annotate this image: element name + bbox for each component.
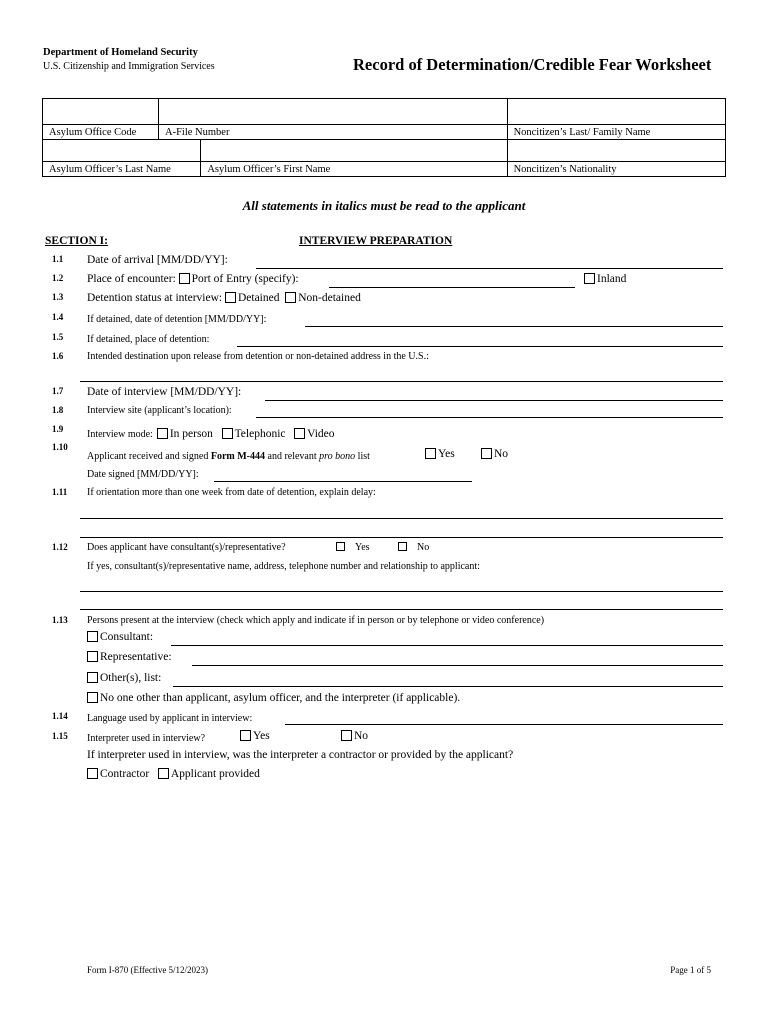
item-number: 1.3 bbox=[52, 292, 64, 302]
telephonic-label: Telephonic bbox=[234, 428, 286, 440]
consultant-present-label: Consultant: bbox=[100, 631, 154, 643]
m444-label-b: and relevant bbox=[265, 451, 320, 462]
a-file-number-field[interactable] bbox=[159, 99, 508, 125]
interpreter-question: Interpreter used in interview? bbox=[87, 733, 206, 744]
consultant-row bbox=[87, 542, 286, 553]
representative-present-field[interactable] bbox=[192, 665, 723, 666]
pro-bono-text: pro bono bbox=[319, 451, 356, 462]
m444-yes-label: Yes bbox=[438, 448, 455, 460]
date-of-arrival-label: Date of arrival [MM/DD/YY]: bbox=[87, 254, 228, 266]
interpreter-yes-label: Yes bbox=[253, 730, 270, 742]
consultant-details-label: If yes, consultant(s)/representative name, address, telephone number and relationship to applicant: bbox=[87, 561, 480, 572]
page-number: Page 1 of 5 bbox=[670, 965, 711, 975]
date-signed-field[interactable] bbox=[214, 481, 472, 482]
video-checkbox[interactable] bbox=[294, 428, 305, 439]
item-number: 1.2 bbox=[52, 273, 64, 283]
interview-date-label: Date of interview [MM/DD/YY]: bbox=[87, 386, 242, 398]
interpreter-source-question: If interpreter used in interview, was the interpreter a contractor or provided by the applicant? bbox=[87, 749, 514, 761]
item-number: 1.11 bbox=[52, 487, 68, 497]
form-title: Record of Determination/Credible Fear Worksheet bbox=[353, 55, 712, 74]
a-file-number-label: A-File Number bbox=[159, 125, 508, 140]
m444-row bbox=[87, 451, 370, 462]
item-number: 1.1 bbox=[52, 254, 64, 264]
in-person-checkbox[interactable] bbox=[157, 428, 168, 439]
item-number: 1.12 bbox=[52, 542, 68, 552]
telephonic-checkbox[interactable] bbox=[222, 428, 233, 439]
read-aloud-notice: All statements in italics must be read to the applicant bbox=[242, 198, 526, 213]
detention-date-field[interactable] bbox=[305, 326, 723, 327]
noncitizen-nationality-field[interactable] bbox=[507, 140, 725, 162]
officer-last-name-label: Asylum Officer’s Last Name bbox=[43, 162, 201, 177]
item-number: 1.9 bbox=[52, 424, 64, 434]
noncitizen-nationality-label: Noncitizen’s Nationality bbox=[507, 162, 725, 177]
detention-place-field[interactable] bbox=[237, 346, 723, 347]
m444-yes-option bbox=[425, 448, 455, 460]
detention-status-row bbox=[87, 292, 361, 304]
item-number: 1.4 bbox=[52, 312, 64, 322]
others-present-label: Other(s), list: bbox=[100, 672, 162, 684]
in-person-label: In person bbox=[169, 428, 213, 440]
port-of-entry-label: Port of Entry (specify): bbox=[191, 273, 299, 285]
item-number: 1.13 bbox=[52, 615, 68, 625]
consultant-no-option bbox=[398, 542, 429, 553]
inland-option bbox=[584, 273, 626, 285]
consultant-details-field[interactable] bbox=[80, 591, 723, 592]
detained-label: Detained bbox=[237, 292, 280, 304]
officer-last-name-field[interactable] bbox=[43, 140, 201, 162]
detained-checkbox[interactable] bbox=[225, 292, 236, 303]
interpreter-no-option bbox=[341, 730, 368, 742]
consultant-no-checkbox[interactable] bbox=[398, 542, 407, 551]
m444-no-checkbox[interactable] bbox=[481, 448, 492, 459]
applicant-provided-label: Applicant provided bbox=[170, 768, 260, 780]
m444-label-a: Applicant received and signed bbox=[87, 451, 211, 462]
consultant-yes-label: Yes bbox=[355, 542, 370, 553]
representative-present-checkbox[interactable] bbox=[87, 651, 98, 662]
no-one-present-label: No one other than applicant, asylum officer, and the interpreter (if applicable). bbox=[100, 692, 461, 704]
consultant-present-checkbox[interactable] bbox=[87, 631, 98, 642]
no-one-present-option bbox=[87, 692, 460, 704]
m444-no-option bbox=[481, 448, 508, 460]
inland-checkbox[interactable] bbox=[584, 273, 595, 284]
consultant-yes-checkbox[interactable] bbox=[336, 542, 345, 551]
section-label: SECTION I: bbox=[45, 235, 108, 247]
m444-label-c: list bbox=[355, 451, 370, 462]
others-present-checkbox[interactable] bbox=[87, 672, 98, 683]
intended-destination-label: Intended destination upon release from detention or non-detained address in the U.S.: bbox=[87, 351, 429, 362]
applicant-provided-checkbox[interactable] bbox=[158, 768, 169, 779]
section-title: INTERVIEW PREPARATION bbox=[299, 235, 453, 247]
consultant-question: Does applicant have consultant(s)/representative? bbox=[87, 542, 286, 553]
noncitizen-last-name-label: Noncitizen’s Last/ Family Name bbox=[507, 125, 725, 140]
language-field[interactable] bbox=[285, 724, 723, 725]
date-signed-label: Date signed [MM/DD/YY]: bbox=[87, 469, 199, 480]
persons-present-label: Persons present at the interview (check which apply and indicate if in person or by telephone or video conference) bbox=[87, 615, 545, 626]
noncitizen-last-name-field[interactable] bbox=[507, 99, 725, 125]
interpreter-yes-option bbox=[240, 730, 270, 742]
m444-yes-checkbox[interactable] bbox=[425, 448, 436, 459]
officer-first-name-label: Asylum Officer’s First Name bbox=[201, 162, 507, 177]
representative-present-label: Representative: bbox=[100, 651, 172, 663]
item-number: 1.10 bbox=[52, 442, 68, 452]
interpreter-no-checkbox[interactable] bbox=[341, 730, 352, 741]
non-detained-label: Non-detained bbox=[298, 292, 361, 304]
video-label: Video bbox=[307, 428, 335, 440]
inland-label: Inland bbox=[597, 273, 627, 285]
interpreter-yes-checkbox[interactable] bbox=[240, 730, 251, 741]
others-present-field[interactable] bbox=[173, 686, 723, 687]
port-of-entry-checkbox[interactable] bbox=[179, 273, 190, 284]
interview-mode-row bbox=[87, 424, 335, 442]
m444-no-label: No bbox=[494, 448, 509, 460]
item-number: 1.6 bbox=[52, 351, 64, 361]
interview-site-label: Interview site (applicant’s location): bbox=[87, 405, 232, 416]
asylum-office-code-label: Asylum Office Code bbox=[43, 125, 159, 140]
consultant-details-field-2[interactable] bbox=[80, 609, 723, 610]
interpreter-source-options bbox=[87, 768, 260, 780]
m444-form-name: Form M-444 bbox=[210, 451, 265, 462]
item-number: 1.14 bbox=[52, 711, 68, 721]
port-of-entry-field[interactable] bbox=[329, 287, 575, 288]
date-of-arrival-field[interactable] bbox=[256, 268, 723, 269]
detention-status-label: Detention status at interview: bbox=[87, 292, 223, 304]
item-number: 1.15 bbox=[52, 731, 68, 741]
item-number: 1.7 bbox=[52, 386, 64, 396]
orientation-delay-field-2[interactable] bbox=[80, 537, 723, 538]
orientation-delay-field[interactable] bbox=[80, 518, 723, 519]
interview-site-field[interactable] bbox=[256, 417, 723, 418]
interpreter-no-label: No bbox=[354, 730, 369, 742]
item-number: 1.5 bbox=[52, 332, 64, 342]
contractor-label: Contractor bbox=[100, 768, 150, 780]
interview-date-field[interactable] bbox=[265, 400, 723, 401]
others-present-option bbox=[87, 672, 161, 684]
language-label: Language used by applicant in interview: bbox=[87, 713, 253, 724]
place-of-encounter-label: Place of encounter: bbox=[87, 273, 176, 285]
consultant-present-field[interactable] bbox=[171, 645, 723, 646]
interview-mode-label: Interview mode: bbox=[87, 429, 153, 440]
non-detained-checkbox[interactable] bbox=[285, 292, 296, 303]
consultant-no-label: No bbox=[417, 542, 430, 553]
id-table bbox=[42, 98, 726, 177]
contractor-checkbox[interactable] bbox=[87, 768, 98, 779]
officer-first-name-field[interactable] bbox=[201, 140, 507, 162]
asylum-office-code-field[interactable] bbox=[43, 99, 159, 125]
representative-present-option bbox=[87, 651, 172, 663]
department-name: Department of Homeland Security bbox=[43, 47, 198, 58]
form-number: Form I-870 (Effective 5/12/2023) bbox=[87, 965, 209, 975]
consultant-present-option bbox=[87, 631, 153, 643]
consultant-yes-option bbox=[336, 542, 370, 553]
agency-name: U.S. Citizenship and Immigration Services bbox=[43, 61, 215, 72]
detention-date-label: If detained, date of detention [MM/DD/YY]: bbox=[87, 314, 267, 325]
place-of-encounter-row bbox=[87, 273, 299, 285]
intended-destination-field[interactable] bbox=[80, 381, 723, 382]
orientation-delay-label: If orientation more than one week from date of detention, explain delay: bbox=[87, 487, 376, 498]
item-number: 1.8 bbox=[52, 405, 64, 415]
no-one-present-checkbox[interactable] bbox=[87, 692, 98, 703]
detention-place-label: If detained, place of detention: bbox=[87, 334, 210, 345]
